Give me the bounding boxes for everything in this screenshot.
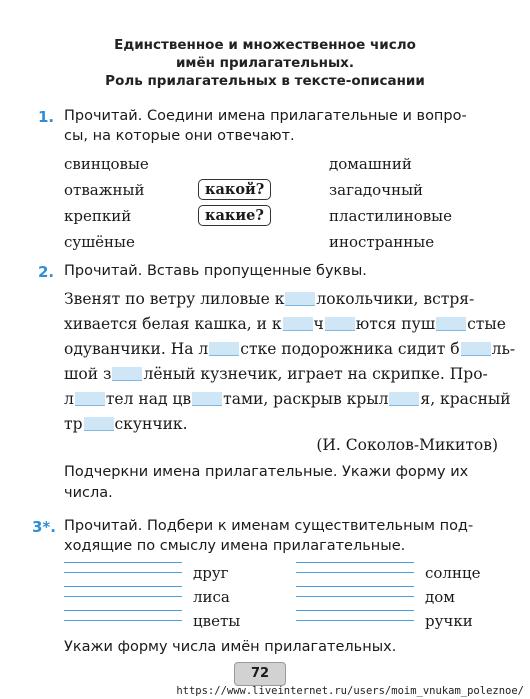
letter-gap[interactable] [283, 317, 313, 331]
text-line-2: хивается белая кашка, и к ч ются пуш стые [64, 315, 506, 333]
answer-line[interactable] [64, 572, 182, 573]
text-line-6: тр скунчик. [64, 415, 188, 433]
letter-gap[interactable] [75, 392, 105, 406]
adjective-left-3: крепкий [64, 207, 132, 225]
watermark-url: https://www.liveinternet.ru/users/moim_vnukam_poleznoe/ [176, 685, 524, 697]
noun-left-3: цветы [193, 612, 241, 630]
exercise-3-instruction-2: ходящие по смыслу имена прилагательные. [64, 538, 406, 554]
exercise-2-number: 2. [38, 263, 55, 281]
answer-line[interactable] [64, 610, 182, 611]
noun-left-2: лиса [193, 588, 230, 606]
adjective-right-4: иностранные [329, 233, 435, 251]
exercise-3-number: 3*. [32, 518, 56, 536]
text-author: (И. Соколов-Микитов) [316, 436, 498, 454]
noun-right-1: солнце [425, 564, 481, 582]
exercise-3-footer: Укажи форму числа имён прилагательных. [64, 639, 397, 655]
exercise-2-task-1: Подчеркни имена прилагательные. Укажи форму их [64, 464, 469, 480]
exercise-2-task-2: числа. [64, 485, 113, 501]
letter-gap[interactable] [112, 367, 142, 381]
text-line-3: одуванчики. На л стке подорожника сидит б ль- [64, 340, 516, 358]
answer-line[interactable] [296, 596, 414, 597]
answer-line[interactable] [64, 586, 182, 587]
letter-gap[interactable] [325, 317, 355, 331]
text-line-1: Звенят по ветру лиловые к локольчики, встря- [64, 290, 475, 308]
exercise-3-instruction-1: Прочитай. Подбери к именам существительным под- [64, 518, 474, 534]
answer-line[interactable] [64, 596, 182, 597]
letter-gap[interactable] [389, 392, 419, 406]
answer-line[interactable] [296, 586, 414, 587]
answer-line[interactable] [296, 620, 414, 621]
answer-line[interactable] [296, 572, 414, 573]
noun-left-1: друг [193, 564, 229, 582]
exercise-1-instruction-1: Прочитай. Соедини имена прилагательные и вопро- [64, 108, 467, 124]
exercise-2-instruction: Прочитай. Вставь пропущенные буквы. [64, 263, 367, 279]
answer-line[interactable] [64, 620, 182, 621]
heading-line-2: имён прилагательных. [175, 55, 355, 71]
adjective-right-1: домашний [329, 155, 412, 173]
adjective-left-4: сушёные [64, 233, 135, 251]
text-line-5: л тел над цв тами, раскрыв крыл я, красный [64, 390, 511, 408]
question-box-kakie: какие? [198, 205, 271, 226]
heading-line-3: Роль прилагательных в тексте-описании [105, 73, 425, 89]
noun-right-2: дом [425, 588, 455, 606]
letter-gap[interactable] [84, 417, 114, 431]
answer-line[interactable] [64, 562, 182, 563]
letter-gap[interactable] [209, 342, 239, 356]
adjective-left-2: отважный [64, 181, 145, 199]
letter-gap[interactable] [285, 292, 315, 306]
heading-line-1: Единственное и множественное число [114, 37, 416, 53]
answer-line[interactable] [296, 562, 414, 563]
letter-gap[interactable] [436, 317, 466, 331]
exercise-1-instruction-2: сы, на которые они отвечают. [64, 128, 295, 144]
noun-right-3: ручки [425, 612, 473, 630]
adjective-right-3: пластилиновые [329, 207, 452, 225]
answer-line[interactable] [296, 610, 414, 611]
page-number: 72 [234, 662, 286, 686]
letter-gap[interactable] [192, 392, 222, 406]
text-line-4: шой з лёный кузнечик, играет на скрипке. Про- [64, 365, 488, 383]
exercise-1-number: 1. [38, 108, 55, 126]
adjective-left-1: свинцовые [64, 155, 149, 173]
adjective-right-2: загадочный [329, 181, 424, 199]
question-box-kakoy: какой? [198, 179, 271, 200]
letter-gap[interactable] [461, 342, 491, 356]
